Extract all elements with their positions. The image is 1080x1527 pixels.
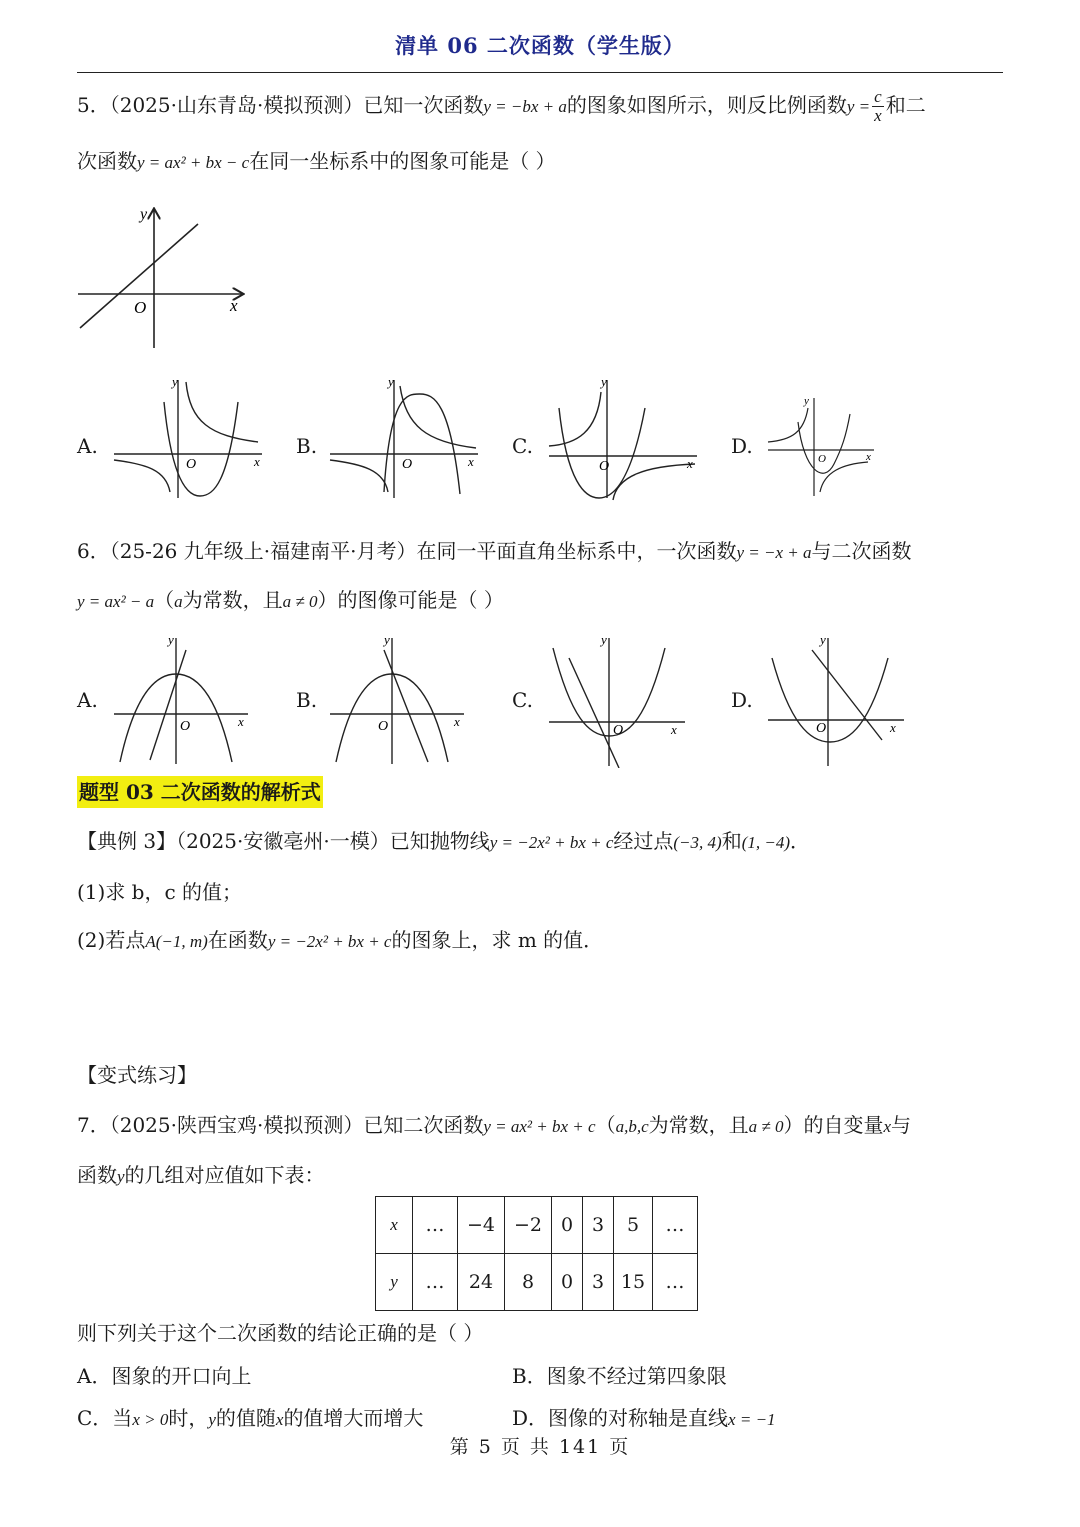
table-cell: 8 <box>505 1254 552 1311</box>
q7-text: 与 <box>891 1113 911 1137</box>
q7-option-d-expr: x = −1 <box>728 1410 776 1429</box>
table-cell: −2 <box>505 1197 552 1254</box>
svg-text:O: O <box>186 457 197 472</box>
svg-text:O: O <box>818 453 826 465</box>
origin-label: O <box>134 298 147 317</box>
q7-option-a[interactable]: A．图象的开口向上 <box>77 1364 252 1388</box>
q6-text: 与二次函数 <box>811 539 912 563</box>
q6-option-d-graph[interactable] <box>764 628 914 768</box>
q7-option-c-var-x: x <box>275 1410 284 1429</box>
table-cell: … <box>413 1254 458 1311</box>
q6-option-b-graph[interactable] <box>326 628 476 768</box>
q7-option-c-expr: x > 0 <box>132 1410 169 1429</box>
svg-text:O: O <box>402 457 413 472</box>
example3-text: ． <box>789 829 810 853</box>
q5-text: 已知一次函数 <box>363 93 484 117</box>
svg-text:O: O <box>816 721 827 736</box>
q5-number: 5． <box>77 93 110 117</box>
q5-source: （2025·山东青岛·模拟预测） <box>109 93 364 117</box>
table-cell: y <box>376 1254 413 1311</box>
x-axis-label: x <box>230 296 238 315</box>
q5-text: 的图象如图所示，则反比例函数 <box>566 93 847 117</box>
svg-text:y: y <box>384 632 390 647</box>
q5-inverse-fraction <box>872 88 884 125</box>
q6-option-c-label[interactable]: C. <box>512 688 533 712</box>
example3-text: (2)若点 <box>77 928 146 952</box>
fraction-numerator: c <box>874 87 882 106</box>
q7-option-c-text: 时， <box>168 1406 209 1430</box>
svg-text:y: y <box>388 374 394 389</box>
table-cell: −4 <box>458 1197 505 1254</box>
q6-text: （ <box>154 588 175 612</box>
q6-line-1 <box>77 536 911 568</box>
q7-line-2 <box>77 1160 325 1192</box>
section-heading: 题型 03 二次函数的解析式 <box>77 776 323 808</box>
table-row <box>376 1197 698 1254</box>
svg-text:y: y <box>172 374 178 389</box>
q6-text: 为常数，且 <box>182 588 283 612</box>
svg-text:x: x <box>254 454 260 469</box>
example3-tag: 【典例 3】 <box>77 829 177 853</box>
table-cell: … <box>653 1197 698 1254</box>
svg-text:O: O <box>613 723 624 738</box>
q7-option-c-text: C．当 <box>77 1406 133 1430</box>
q7-option-b[interactable]: B．图象不经过第四象限 <box>512 1364 727 1388</box>
example3-text: 已知抛物线 <box>389 829 490 853</box>
q7-var-y: y <box>117 1167 125 1186</box>
q7-text: 函数 <box>77 1163 117 1187</box>
svg-text:y: y <box>601 374 607 389</box>
svg-text:x: x <box>671 722 677 737</box>
table-cell: … <box>653 1254 698 1311</box>
q7-option-d[interactable] <box>512 1403 776 1435</box>
q5-line-2 <box>77 146 556 178</box>
q6-quadratic-expr: y = ax² − a <box>77 592 155 611</box>
svg-text:y: y <box>804 395 809 407</box>
header-divider <box>77 72 1003 73</box>
q6-text: ）的图像可能是（ ） <box>317 588 504 612</box>
table-row <box>376 1254 698 1311</box>
q5-option-c-label[interactable]: C. <box>512 434 533 458</box>
q7-var-x: x <box>883 1117 891 1136</box>
svg-text:O: O <box>378 719 389 734</box>
q5-linear-expr: y = −bx + a <box>483 97 567 116</box>
q5-inverse-lhs: y = <box>846 97 871 116</box>
page-footer: 第 5 页 共 141 页 <box>449 1436 631 1458</box>
q7-option-c[interactable] <box>77 1403 423 1435</box>
q5-text: 次函数 <box>77 149 137 173</box>
svg-text:y: y <box>601 632 607 647</box>
q6-option-c-graph[interactable] <box>545 628 695 768</box>
page-title: 清单 06 二次函数（学生版） <box>395 33 685 58</box>
q5-text: 和二 <box>885 93 926 117</box>
q7-prompt: 则下列关于这个二次函数的结论正确的是（ ） <box>77 1321 484 1345</box>
svg-text:x: x <box>454 714 460 729</box>
svg-text:x: x <box>687 456 693 471</box>
svg-text:x: x <box>468 454 474 469</box>
variant-practice-label: 【变式练习】 <box>77 1063 197 1087</box>
example3-text: 经过点 <box>613 829 674 853</box>
q7-source: （2025·陕西宝鸡·模拟预测） <box>109 1113 364 1137</box>
table-cell: 24 <box>458 1254 505 1311</box>
table-cell: x <box>376 1197 413 1254</box>
table-cell: 0 <box>552 1254 583 1311</box>
q5-option-d-label[interactable]: D. <box>731 434 753 458</box>
q6-number: 6． <box>77 539 110 563</box>
q6-option-a-graph[interactable] <box>110 628 260 768</box>
q5-linear-graph <box>70 200 260 355</box>
table-cell: 5 <box>614 1197 653 1254</box>
q7-value-table <box>375 1196 698 1311</box>
q7-params: a,b,c <box>615 1117 649 1136</box>
q7-number: 7． <box>77 1113 110 1137</box>
q5-line-1 <box>77 88 926 125</box>
q6-line-2 <box>77 585 504 617</box>
q5-option-a-graph[interactable] <box>110 372 270 502</box>
example3-text: 和 <box>721 829 742 853</box>
svg-text:x: x <box>866 451 871 463</box>
svg-text:x: x <box>890 720 896 735</box>
svg-text:x: x <box>238 714 244 729</box>
table-cell: 3 <box>583 1197 614 1254</box>
q6-source: （25-26 九年级上·福建南平·月考） <box>109 539 417 563</box>
q7-text: 的几组对应值如下表： <box>124 1163 325 1187</box>
example3-text: 的图象上，求 m 的值． <box>391 928 604 952</box>
q5-option-b-label[interactable]: B. <box>296 434 318 458</box>
table-cell: 15 <box>614 1254 653 1311</box>
y-axis-label: y <box>140 206 148 223</box>
q7-text: （ <box>595 1113 616 1137</box>
q5-option-b-graph[interactable] <box>326 372 486 502</box>
q7-option-d-text: D．图像的对称轴是直线 <box>512 1406 729 1430</box>
fraction-denominator: x <box>874 106 882 125</box>
example3-point-2: (1, −4) <box>741 833 790 852</box>
q7-option-c-var-y: y <box>208 1410 216 1429</box>
example3-part-2 <box>77 925 603 957</box>
table-cell: … <box>413 1197 458 1254</box>
q6-param: a <box>174 592 183 611</box>
q5-text: 在同一坐标系中的图象可能是（ ） <box>249 149 556 173</box>
q7-text: 为常数，且 <box>648 1113 749 1137</box>
svg-text:y: y <box>168 632 174 647</box>
q5-quadratic-expr: y = ax² + bx − c <box>137 153 250 172</box>
svg-text:O: O <box>599 459 610 474</box>
table-cell: 3 <box>583 1254 614 1311</box>
example3-function-expr: y = −2x² + bx + c <box>267 932 392 951</box>
q7-option-c-text: 的值随 <box>215 1406 276 1430</box>
example3-text: 在函数 <box>207 928 268 952</box>
example3-parabola-expr: y = −2x² + bx + c <box>489 833 614 852</box>
q7-line-1 <box>77 1110 911 1142</box>
q6-option-d-label[interactable]: D. <box>731 688 753 712</box>
q7-quadratic-expr: y = ax² + bx + c <box>483 1117 596 1136</box>
q7-option-c-text: 的值增大而增大 <box>283 1406 424 1430</box>
example3-source: （2025·安徽亳州·一模） <box>176 829 390 853</box>
svg-text:O: O <box>180 719 191 734</box>
q7-condition: a ≠ 0 <box>748 1117 784 1136</box>
example3-point-a: A(−1, m) <box>145 932 208 951</box>
example3-part-1: (1)求 b，c 的值； <box>77 880 243 904</box>
q6-option-b-label[interactable]: B. <box>296 688 318 712</box>
q6-condition: a ≠ 0 <box>282 592 318 611</box>
q7-text: ）的自变量 <box>783 1113 884 1137</box>
example3-line-1 <box>77 826 810 858</box>
q7-text: 已知二次函数 <box>363 1113 484 1137</box>
q5-option-c-graph[interactable] <box>545 372 705 502</box>
example3-point-1: (−3, 4) <box>673 833 722 852</box>
q6-option-a-label[interactable]: A. <box>77 688 98 712</box>
q5-option-d-graph[interactable] <box>764 392 884 502</box>
table-cell: 0 <box>552 1197 583 1254</box>
svg-text:y: y <box>820 632 826 647</box>
q6-text: 在同一平面直角坐标系中，一次函数 <box>416 539 737 563</box>
q6-linear-expr: y = −x + a <box>736 543 812 562</box>
q5-option-a-label[interactable]: A. <box>77 434 98 458</box>
